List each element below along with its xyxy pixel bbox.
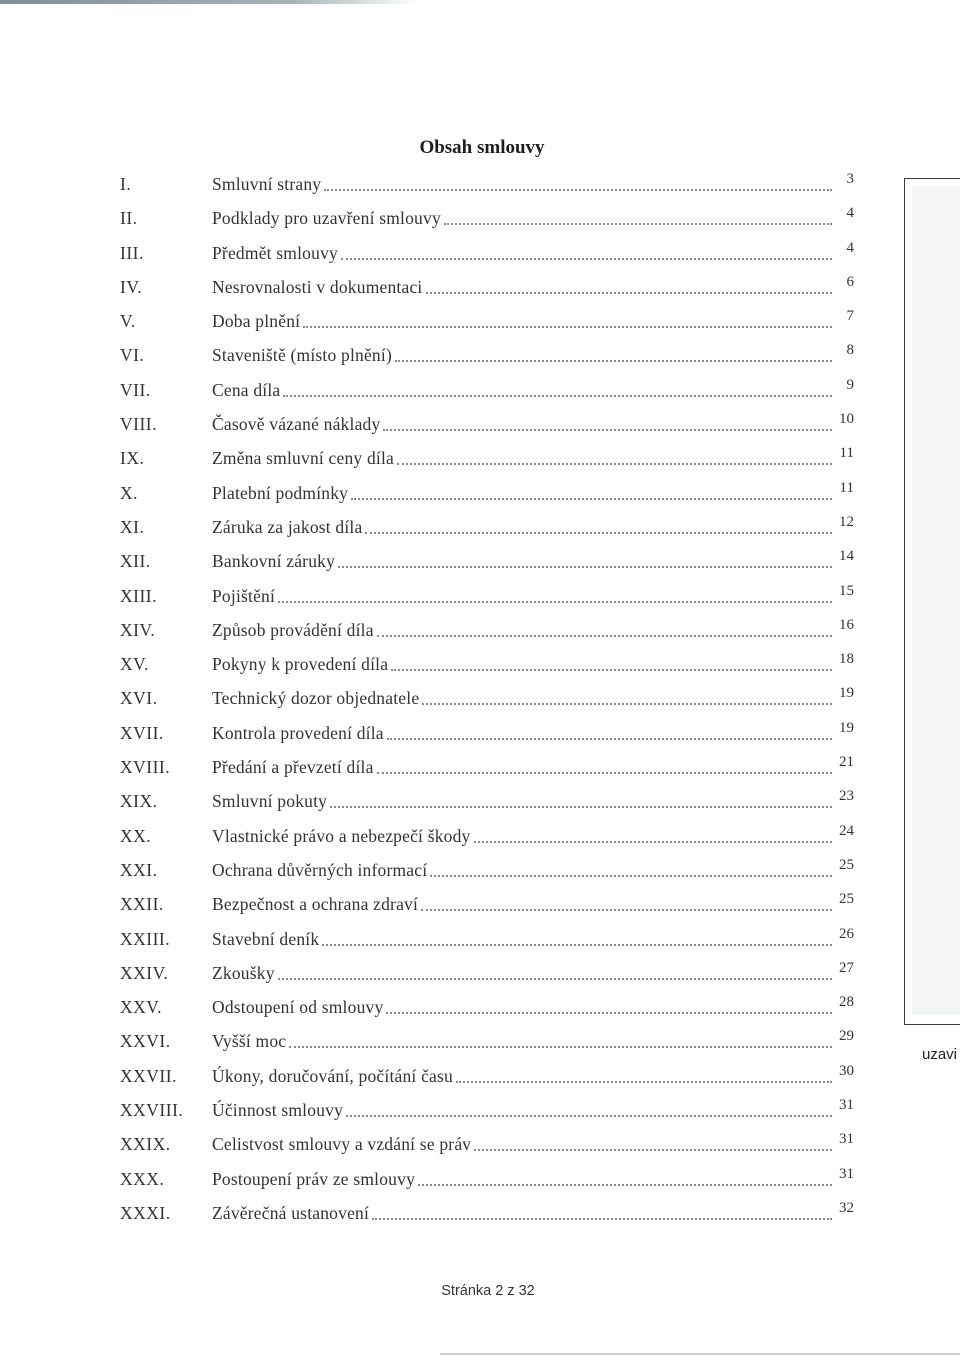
toc-entry[interactable]: [120, 584, 860, 618]
toc-entry-title: Smluvní strany: [212, 174, 322, 194]
toc-leader-dots: [338, 550, 832, 568]
toc-entry-title: Pokyny k provedení díla: [212, 654, 389, 675]
toc-entry-page: 21: [839, 754, 854, 771]
toc-entry[interactable]: [120, 481, 860, 515]
toc-leader-dots: [278, 962, 832, 980]
toc-entry-number: XXIX.: [120, 1134, 171, 1155]
toc-entry-title: Staveniště (místo plnění): [212, 345, 392, 366]
toc-leader-dots: [474, 1133, 832, 1151]
toc-entry[interactable]: [120, 206, 860, 240]
toc-entry-number: V.: [120, 311, 136, 332]
toc-entry-page: 31: [839, 1131, 854, 1148]
toc-entry-page: 28: [839, 994, 854, 1011]
toc-leader-dots: [444, 207, 832, 225]
toc-leader-dots: [341, 242, 832, 260]
toc-entry[interactable]: [120, 309, 860, 343]
toc-entry[interactable]: [120, 1167, 860, 1201]
toc-entry-page: 16: [839, 616, 854, 633]
toc-entry[interactable]: [120, 343, 860, 377]
toc-entry-title: Zkoušky: [212, 962, 275, 983]
toc-entry-page: 4: [846, 205, 854, 222]
toc-leader-dots: [418, 1168, 832, 1186]
toc-leader-dots: [387, 722, 832, 740]
toc-entry-title: Záruka za jakost díla: [212, 516, 363, 537]
page-number: Stránka 2 z 32: [441, 1283, 535, 1299]
toc-entry-number: XX.: [120, 825, 152, 846]
toc-entry-number: XI.: [120, 516, 145, 537]
toc-entry-page: 26: [839, 925, 854, 942]
toc-entry[interactable]: [120, 755, 860, 789]
toc-entry-title: Platební podmínky: [212, 482, 349, 503]
toc-leader-dots: [324, 173, 832, 191]
toc-entry-title: Závěrečná ustanovení: [212, 1202, 370, 1223]
toc-entry-title: Pojištění: [212, 585, 276, 606]
toc-entry[interactable]: [120, 378, 860, 412]
toc-entry-page: 8: [846, 342, 854, 359]
toc-entry-number: XXIV.: [120, 962, 169, 983]
toc-entry[interactable]: [120, 789, 860, 823]
table-of-contents: [120, 172, 860, 1235]
toc-entry-title: Způsob provádění díla: [212, 619, 374, 640]
toc-entry[interactable]: [120, 1201, 860, 1235]
toc-entry[interactable]: [120, 1064, 860, 1098]
scan-edge-bottom: [440, 1353, 960, 1355]
toc-entry-page: 31: [839, 1097, 854, 1114]
toc-leader-dots: [383, 413, 832, 431]
toc-entry[interactable]: [120, 686, 860, 720]
page-title: [0, 137, 960, 159]
toc-entry[interactable]: [120, 927, 860, 961]
toc-leader-dots: [391, 653, 832, 671]
toc-entry-number: VI.: [120, 345, 145, 366]
toc-entry-number: II.: [120, 208, 138, 229]
toc-entry-page: 23: [839, 788, 854, 805]
toc-entry[interactable]: [120, 172, 860, 206]
toc-entry-number: XVI.: [120, 688, 158, 709]
side-panel-frame: [904, 178, 960, 1025]
toc-entry-page: 6: [846, 273, 854, 290]
toc-entry-number: XIX.: [120, 791, 158, 812]
toc-leader-dots: [322, 928, 832, 946]
toc-entry-page: 7: [846, 308, 854, 325]
toc-entry[interactable]: [120, 618, 860, 652]
toc-entry-page: 32: [839, 1199, 854, 1216]
toc-leader-dots: [365, 516, 832, 534]
toc-leader-dots: [430, 859, 832, 877]
toc-leader-dots: [426, 276, 833, 294]
side-fragment-text: uzavi: [922, 1046, 958, 1063]
toc-entry[interactable]: [120, 995, 860, 1029]
toc-entry[interactable]: [120, 412, 860, 446]
toc-entry[interactable]: [120, 446, 860, 480]
toc-entry-page: 25: [839, 891, 854, 908]
toc-entry-title: Účinnost smlouvy: [212, 1100, 344, 1121]
toc-entry-number: XIII.: [120, 585, 157, 606]
scan-edge-top: [0, 0, 420, 4]
toc-leader-dots: [395, 344, 832, 362]
toc-entry-page: 11: [839, 479, 854, 496]
toc-entry-number: IX.: [120, 448, 145, 469]
toc-leader-dots: [421, 893, 832, 911]
toc-entry-title: Podklady pro uzavření smlouvy: [212, 208, 441, 229]
toc-leader-dots: [372, 1202, 832, 1220]
toc-leader-dots: [330, 790, 832, 808]
toc-entry[interactable]: [120, 1132, 860, 1166]
toc-entry-page: 3: [846, 171, 854, 187]
toc-leader-dots: [278, 585, 832, 603]
toc-entry[interactable]: [120, 824, 860, 858]
toc-leader-dots: [351, 482, 832, 500]
toc-entry-page: 19: [839, 719, 854, 736]
toc-entry-title: Předmět smlouvy: [212, 242, 338, 263]
toc-leader-dots: [456, 1065, 832, 1083]
toc-entry-number: XII.: [120, 551, 151, 572]
toc-leader-dots: [397, 447, 832, 465]
toc-entry-number: XXXI.: [120, 1202, 171, 1223]
toc-entry-title: Časově vázané náklady: [212, 414, 381, 435]
toc-entry-title: Smluvní pokuty: [212, 791, 328, 812]
toc-entry-page: 4: [846, 239, 854, 256]
toc-leader-dots: [283, 379, 832, 397]
toc-entry-number: XXVII.: [120, 1065, 177, 1086]
toc-leader-dots: [289, 1030, 832, 1048]
page-title-text: Obsah smlouvy: [419, 136, 545, 158]
toc-entry-number: VII.: [120, 379, 151, 400]
toc-entry-page: 24: [839, 822, 854, 839]
toc-entry-title: Celistvost smlouvy a vzdání se práv: [212, 1134, 472, 1155]
toc-entry-title: Odstoupení od smlouvy: [212, 997, 384, 1018]
toc-entry-page: 29: [839, 1028, 854, 1045]
toc-leader-dots: [377, 619, 832, 637]
toc-entry-title: Bankovní záruky: [212, 551, 336, 572]
toc-entry[interactable]: [120, 892, 860, 926]
toc-entry-number: III.: [120, 242, 144, 263]
toc-entry-number: XXI.: [120, 859, 158, 880]
toc-entry-page: 19: [839, 685, 854, 702]
toc-entry-page: 27: [839, 959, 854, 976]
toc-entry-title: Stavební deník: [212, 928, 320, 949]
toc-entry-title: Vlastnické právo a nebezpečí škody: [212, 825, 471, 846]
toc-entry-title: Bezpečnost a ochrana zdraví: [212, 894, 419, 915]
toc-entry-page: 18: [839, 651, 854, 668]
toc-entry[interactable]: [120, 858, 860, 892]
toc-entry[interactable]: [120, 275, 860, 309]
toc-entry-number: XXVIII.: [120, 1100, 184, 1121]
toc-entry[interactable]: [120, 721, 860, 755]
toc-entry[interactable]: [120, 1029, 860, 1063]
toc-leader-dots: [422, 687, 832, 705]
toc-entry-number: XV.: [120, 654, 149, 675]
toc-entry-number: VIII.: [120, 414, 157, 435]
toc-entry-number: XXIII.: [120, 928, 171, 949]
toc-entry[interactable]: [120, 549, 860, 583]
toc-leader-dots: [346, 1099, 832, 1117]
toc-leader-dots: [303, 310, 832, 328]
toc-entry-title: Technický dozor objednatele: [212, 688, 420, 709]
toc-entry-page: 31: [839, 1165, 854, 1182]
toc-entry-title: Úkony, doručování, počítání času: [212, 1065, 453, 1086]
toc-entry-number: XXX.: [120, 1168, 165, 1189]
toc-leader-dots: [377, 756, 832, 774]
toc-entry-number: XVII.: [120, 722, 164, 743]
toc-entry-page: 9: [846, 376, 854, 393]
toc-entry-page: 12: [839, 513, 854, 530]
toc-entry[interactable]: [120, 515, 860, 549]
toc-entry[interactable]: [120, 652, 860, 686]
toc-entry[interactable]: [120, 961, 860, 995]
toc-entry-page: 11: [839, 445, 854, 462]
toc-entry-title: Předání a převzetí díla: [212, 757, 374, 778]
page-footer: [0, 1283, 960, 1299]
toc-entry-title: Ochrana důvěrných informací: [212, 859, 428, 880]
toc-entry-page: 30: [839, 1062, 854, 1079]
toc-entry-title: Postoupení práv ze smlouvy: [212, 1168, 416, 1189]
toc-entry-title: Cena díla: [212, 379, 281, 400]
toc-entry-number: XVIII.: [120, 757, 171, 778]
toc-entry-page: 14: [839, 548, 854, 565]
toc-entry-page: 25: [839, 856, 854, 873]
toc-entry-number: XXVI.: [120, 1031, 171, 1052]
toc-entry[interactable]: [120, 1098, 860, 1132]
toc-entry-number: IV.: [120, 276, 143, 297]
toc-entry-number: I.: [120, 174, 132, 194]
toc-leader-dots: [474, 825, 832, 843]
toc-entry-title: Změna smluvní ceny díla: [212, 448, 394, 469]
toc-entry-title: Doba plnění: [212, 311, 301, 332]
toc-entry-number: X.: [120, 482, 139, 503]
toc-entry-number: XXV.: [120, 997, 163, 1018]
toc-entry-page: 10: [839, 411, 854, 428]
toc-leader-dots: [386, 996, 832, 1014]
toc-entry-title: Vyšší moc: [212, 1031, 287, 1052]
toc-entry-title: Kontrola provedení díla: [212, 722, 384, 743]
toc-entry-title: Nesrovnalosti v dokumentaci: [212, 276, 423, 297]
toc-entry-number: XIV.: [120, 619, 156, 640]
toc-entry-page: 15: [839, 582, 854, 599]
toc-entry-number: XXII.: [120, 894, 164, 915]
toc-entry[interactable]: [120, 241, 860, 275]
